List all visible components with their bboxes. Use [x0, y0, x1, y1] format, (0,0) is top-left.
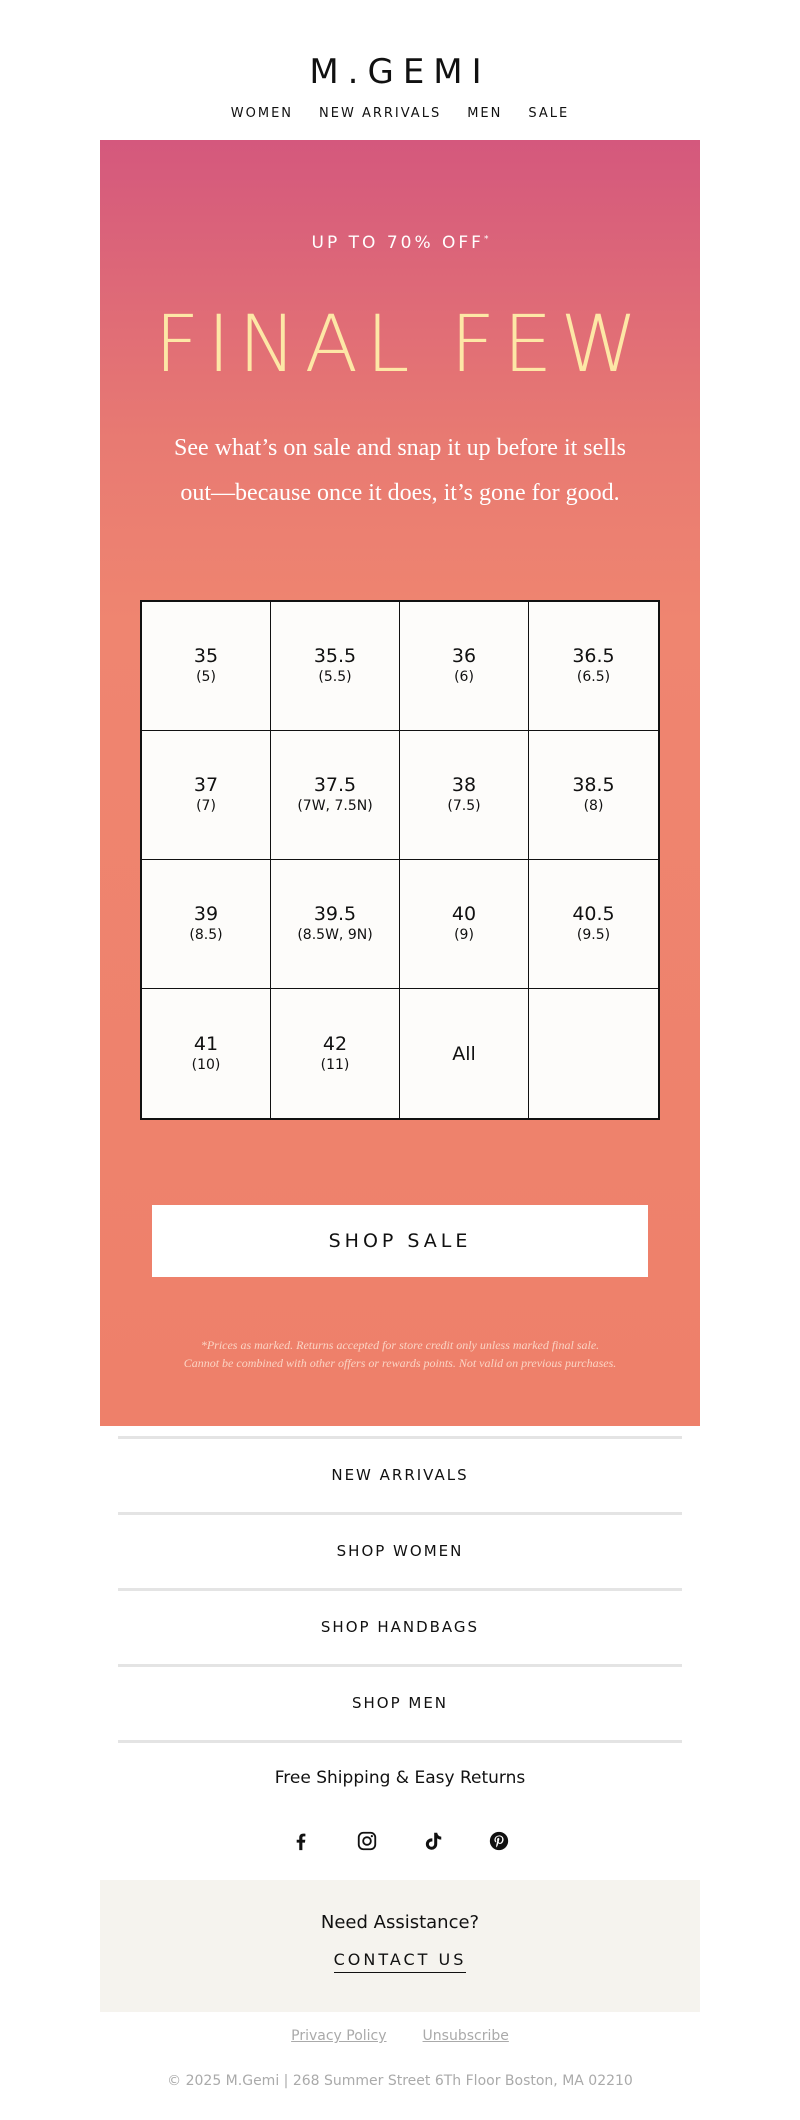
disclaimer: [140, 1336, 660, 1372]
size-eu: All: [452, 1042, 476, 1065]
assistance-panel: [100, 1880, 700, 2012]
disclaimer-line-1: *Prices as marked. Returns accepted for store credit only unless marked final sale.: [200, 1338, 600, 1352]
size-cell-40[interactable]: [400, 860, 529, 989]
link-shop-women[interactable]: SHOP WOMEN: [118, 1512, 682, 1588]
shop-sale-button[interactable]: SHOP SALE: [152, 1205, 648, 1277]
size-us: (6): [454, 669, 474, 685]
size-cell-36[interactable]: [400, 602, 529, 731]
size-cell-37-5[interactable]: [271, 731, 400, 860]
size-cell-42[interactable]: [271, 989, 400, 1118]
size-eu: 36: [451, 645, 477, 667]
size-eu: 40.5: [572, 903, 615, 925]
hero-kicker-mark: *: [483, 234, 489, 245]
shipping-text: Free Shipping & Easy Returns: [274, 1768, 526, 1788]
top-nav: [0, 106, 800, 121]
assistance-title: Need Assistance?: [320, 1912, 480, 1933]
link-shop-men[interactable]: SHOP MEN: [118, 1664, 682, 1743]
size-us: (7W, 7.5N): [297, 798, 373, 814]
footer-links: [118, 1436, 682, 1743]
size-cell-38-5[interactable]: [529, 731, 658, 860]
size-us: (5.5): [318, 669, 352, 685]
size-eu: 37: [193, 774, 219, 796]
unsubscribe-link[interactable]: Unsubscribe: [422, 2028, 509, 2044]
size-eu: 35: [193, 645, 219, 667]
size-cell-40-5[interactable]: [529, 860, 658, 989]
size-us: (8.5): [189, 927, 223, 943]
instagram-icon[interactable]: [356, 1830, 378, 1852]
size-eu: 39: [193, 903, 219, 925]
size-us: (10): [191, 1056, 221, 1073]
size-eu: 35.5: [313, 645, 357, 667]
size-us: (6.5): [576, 669, 611, 685]
link-new-arrivals[interactable]: NEW ARRIVALS: [118, 1436, 682, 1512]
social-links: [0, 1830, 800, 1852]
hero-subcopy: See what’s on sale and snap it up before it sells out—because once it does, it’s gone for good.: [174, 435, 626, 506]
size-eu: 39.5: [313, 903, 357, 925]
size-cell-all[interactable]: [400, 989, 529, 1118]
nav-sale[interactable]: SALE: [528, 106, 570, 121]
size-us: (9): [454, 927, 474, 943]
size-eu: 41: [193, 1032, 219, 1055]
size-eu: 37.5: [313, 774, 357, 796]
size-cell-38[interactable]: [400, 731, 529, 860]
size-cell-35[interactable]: [142, 602, 271, 731]
link-shop-handbags[interactable]: SHOP HANDBAGS: [118, 1588, 682, 1664]
size-cell-37[interactable]: [142, 731, 271, 860]
hero-headline: FINAL FEW: [154, 300, 646, 390]
size-us: (7): [196, 798, 216, 814]
size-eu: 38: [451, 774, 477, 796]
size-grid: [140, 600, 660, 1120]
size-cell-35-5[interactable]: [271, 602, 400, 731]
pinterest-icon[interactable]: [488, 1830, 510, 1852]
brand-logo[interactable]: M.GEMI: [309, 52, 491, 92]
company-address: © 2025 M.Gemi | 268 Summer Street 6Th Floor Boston, MA 02210: [167, 2073, 633, 2089]
size-cell-empty: [529, 989, 658, 1118]
privacy-policy-link[interactable]: Privacy Policy: [291, 2028, 387, 2044]
contact-us-link[interactable]: CONTACT US: [334, 1950, 467, 1973]
size-us: (11): [320, 1056, 350, 1073]
size-eu: 38.5: [572, 774, 615, 796]
nav-new-arrivals[interactable]: NEW ARRIVALS: [319, 106, 442, 121]
size-us: (8): [583, 798, 604, 814]
size-cell-39-5[interactable]: [271, 860, 400, 989]
size-eu: 40: [451, 903, 477, 925]
size-us: (5): [196, 669, 216, 685]
disclaimer-line-2: Cannot be combined with other offers or rewards points. Not valid on previous purchases.: [183, 1356, 617, 1370]
size-eu: 42: [322, 1032, 348, 1055]
size-cell-39[interactable]: [142, 860, 271, 989]
hero-kicker-text: UP TO 70% OFF: [311, 233, 484, 253]
facebook-icon[interactable]: [290, 1830, 312, 1852]
tiktok-icon[interactable]: [422, 1830, 444, 1852]
size-us: (7.5): [447, 798, 481, 814]
size-cell-36-5[interactable]: [529, 602, 658, 731]
size-eu: 36.5: [572, 645, 615, 667]
nav-men[interactable]: MEN: [467, 106, 503, 121]
contact-wrapper: [100, 1950, 700, 1969]
hero-banner: [100, 140, 700, 1426]
size-us: (9.5): [576, 927, 611, 943]
size-us: (8.5W, 9N): [297, 927, 373, 943]
size-cell-41[interactable]: [142, 989, 271, 1118]
hero-kicker: [100, 233, 700, 253]
legal-links: [0, 2028, 800, 2044]
nav-women[interactable]: WOMEN: [230, 106, 294, 121]
